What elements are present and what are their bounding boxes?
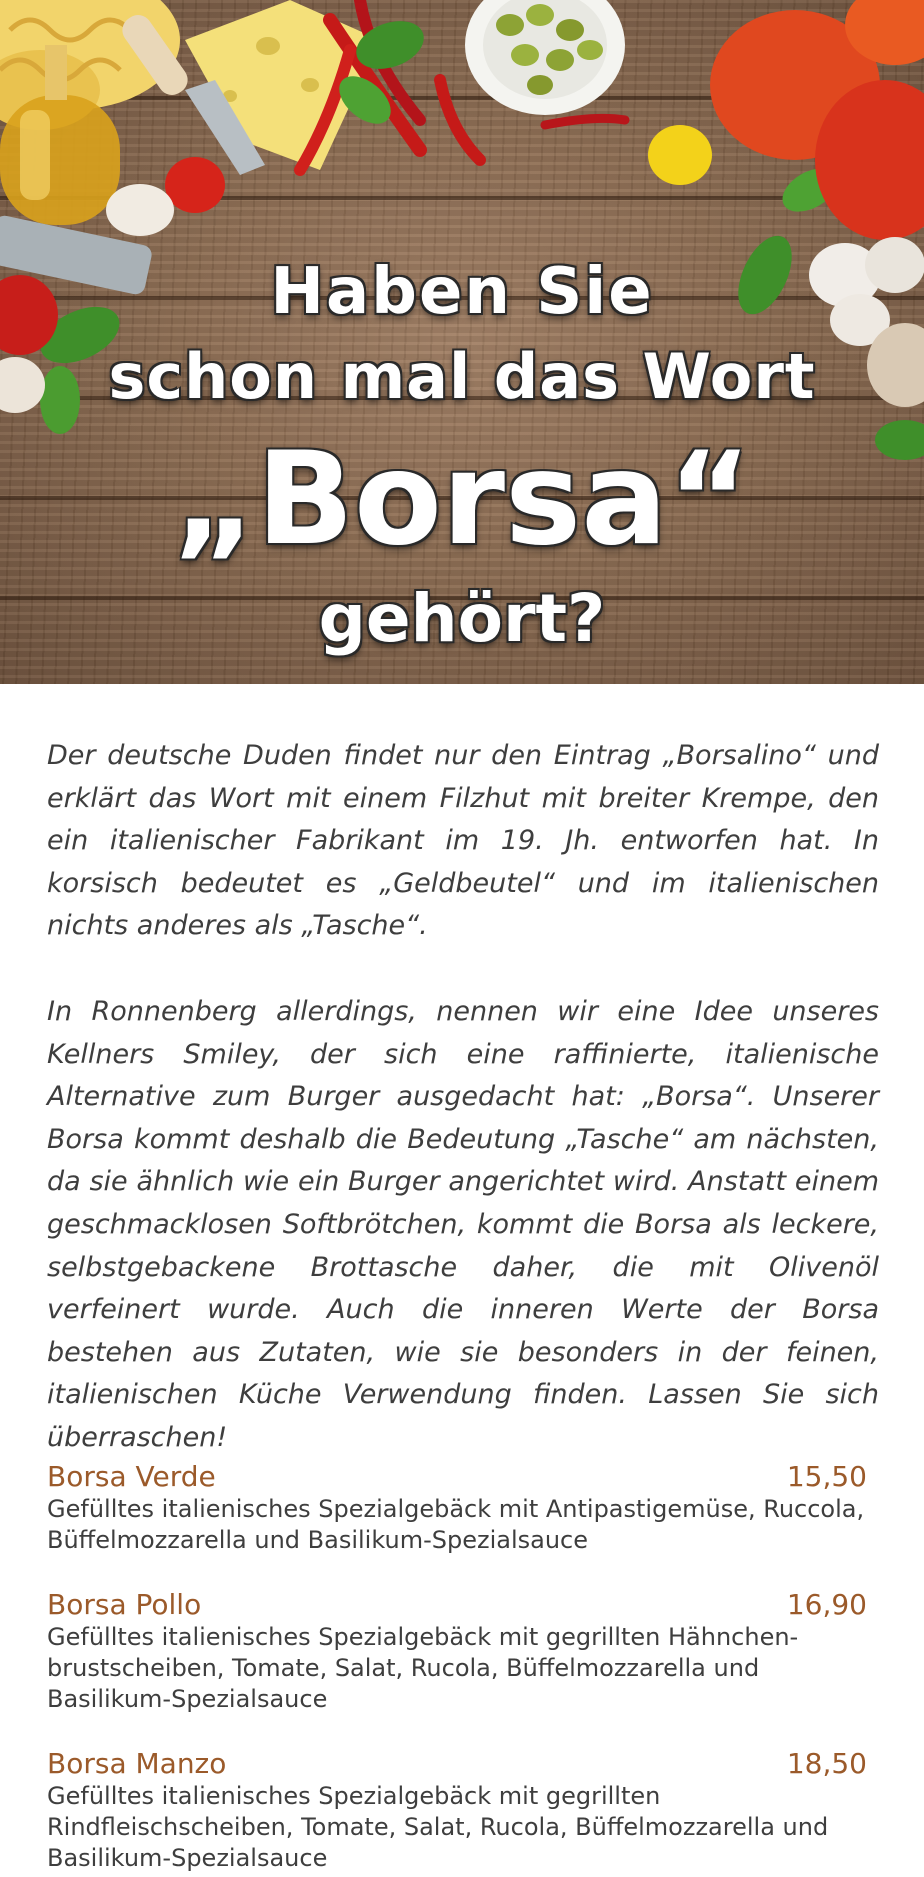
olive-bowl-image bbox=[465, 0, 625, 115]
menu-item-borsa-manzo bbox=[47, 1747, 867, 1874]
menu-item-name: Borsa Pollo bbox=[47, 1588, 202, 1621]
intro-paragraph-1: Der deutsche Duden findet nur den Eintrag „Borsalino“ und erklärt das Wort mit einem Filzhut mit breiter Krempe, den ein italienischer Fabrikant im 19. Jh. entworfen hat. In korsisch bedeutet es „Geldbeutel“ und im italienischen nichts anderes als „Tasche“. bbox=[47, 740, 879, 942]
menu-item-name: Borsa Manzo bbox=[47, 1747, 227, 1780]
menu-item-header bbox=[47, 1460, 867, 1494]
hero-banner bbox=[0, 0, 924, 684]
menu-item-price: 16,90 bbox=[786, 1588, 867, 1621]
menu-list bbox=[47, 1460, 867, 1877]
menu-item-borsa-verde bbox=[47, 1460, 867, 1556]
menu-item-header bbox=[47, 1588, 867, 1622]
hero-title-line-1: Haben Sie bbox=[270, 255, 654, 329]
menu-item-price: 18,50 bbox=[786, 1747, 867, 1780]
yellow-pepper-image bbox=[648, 125, 712, 185]
hero-title-line-4: gehört? bbox=[318, 580, 606, 657]
hero-title-line-2: schon mal das Wort bbox=[108, 340, 816, 413]
menu-item-description: Gefülltes italienisches Spezialgebäck mit Antipastigemüse, Ruccola, Büffelmozzarella und Basilikum-Spezialsauce bbox=[47, 1495, 865, 1554]
hero-title-borsa: „Borsa“ bbox=[172, 425, 752, 574]
menu-item-description: Gefülltes italienisches Spezialgebäck mit gegrillten Hähnchen-brustscheiben, Tomate, Salat, Rucola, Büffelmozzarella und Basilikum-Spezialsauce bbox=[47, 1623, 799, 1713]
menu-item-header bbox=[47, 1747, 867, 1781]
intro-paragraph-2: In Ronnenberg allerdings, nennen wir eine Idee unseres Kellners Smiley, der sich eine raffinierte, italienische Alternative zum Burger ausgedacht hat: „Borsa“. Unserer Borsa kommt deshalb die Bedeutung „Tasche“ am nächsten, da sie ähnlich wie ein Burger angerichtet wird. Anstatt einem geschmacklosen Softbrötchen, kommt die Borsa als leckere, selbstgebackene Brottasche daher, die mit Olivenöl verfeinert wurde. Auch die inneren Werte der Borsa bestehen aus Zutaten, wie sie besonders in der feinen, italienischen Küche Verwendung finden. Lassen Sie sich überraschen! bbox=[47, 996, 879, 1453]
menu-item-price: 15,50 bbox=[786, 1460, 867, 1493]
menu-item-borsa-pollo bbox=[47, 1588, 867, 1715]
menu-item-description: Gefülltes italienisches Spezialgebäck mit gegrillten Rindfleischscheiben, Tomate, Salat, Rucola, Büffelmozzarella und Basilikum-Spezialsauce bbox=[47, 1782, 829, 1872]
menu-item-name: Borsa Verde bbox=[47, 1460, 216, 1493]
